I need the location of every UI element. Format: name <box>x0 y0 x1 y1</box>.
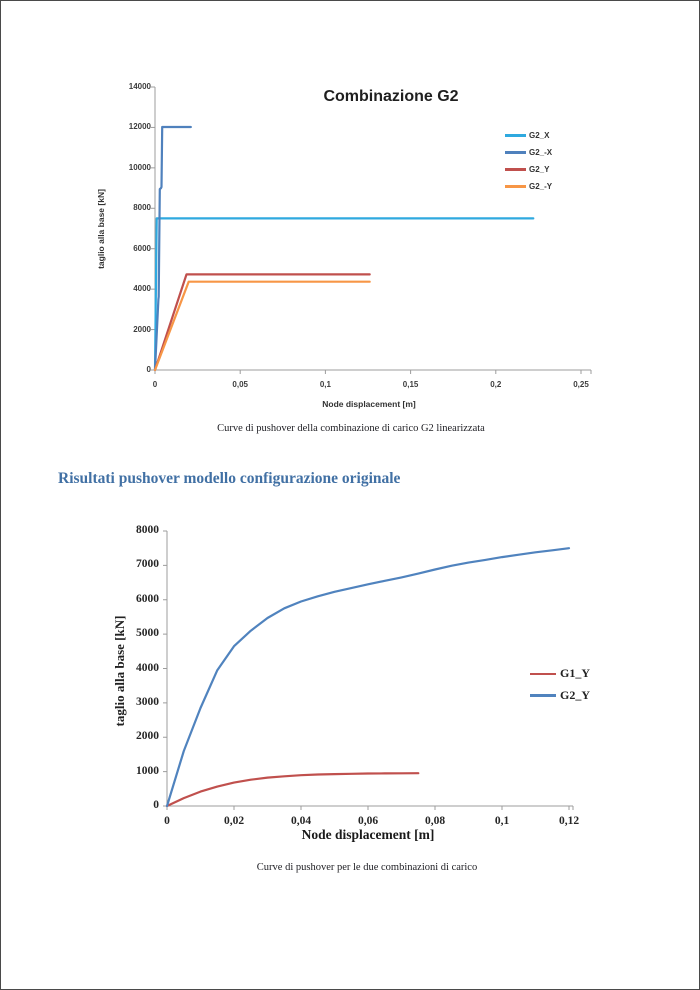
chart-combinazione-g2 <box>1 1 699 989</box>
legend-item-G2_X <box>505 127 552 144</box>
y-tick-label: 4000 <box>136 661 159 674</box>
y-tick-label: 1000 <box>136 764 159 777</box>
x-tick-label: 0,12 <box>558 815 580 827</box>
legend-label: G2_X <box>529 131 550 140</box>
series-G2_Y <box>155 274 370 370</box>
legend-label: G2_-Y <box>529 182 553 191</box>
y-tick-label: 12000 <box>128 122 151 132</box>
legend-line-swatch <box>530 673 556 676</box>
y-tick-label: 4000 <box>133 284 151 294</box>
x-tick-label: 0,08 <box>424 815 446 827</box>
x-tick-label: 0,2 <box>490 380 502 389</box>
y-tick-label: 3000 <box>136 695 159 708</box>
legend-label: G2_Y <box>560 687 590 702</box>
legend-label: G1_Y <box>560 666 590 681</box>
series-G2_Y <box>167 548 569 806</box>
x-tick-label: 0,1 <box>319 380 331 389</box>
y-tick-label: 6000 <box>133 243 151 253</box>
y-tick-label: 6000 <box>136 592 159 605</box>
x-tick-label: 0 <box>152 380 158 389</box>
x-axis-title: Node displacement [m] <box>322 399 416 409</box>
bottom-chart-plot-area <box>1 1 700 990</box>
x-tick-label: 0,04 <box>290 815 312 827</box>
x-tick-label: 0,1 <box>494 815 510 827</box>
legend-line-swatch <box>505 134 526 137</box>
x-tick-label: 0,25 <box>573 380 589 389</box>
y-tick-label: 0 <box>153 799 159 811</box>
y-tick-label: 2000 <box>133 324 151 334</box>
y-tick-label: 10000 <box>128 162 151 172</box>
legend-label: G2_Y <box>529 165 550 174</box>
x-tick-label: 0,05 <box>232 380 248 389</box>
section-heading: Risultati pushover modello configurazione originale <box>58 470 401 487</box>
series-G1_Y <box>167 773 418 806</box>
y-tick-label: 14000 <box>128 82 151 91</box>
legend-line-swatch <box>530 694 556 697</box>
legend-line-swatch <box>505 185 526 188</box>
y-axis-title: taglio alla base [kN] <box>112 615 127 727</box>
y-tick-label: 0 <box>146 365 151 374</box>
figure-caption-top: Curve di pushover della combinazione di carico G2 linearizzata <box>217 423 485 434</box>
x-tick-label: 0,02 <box>223 815 245 827</box>
chart-title: Combinazione G2 <box>323 88 459 105</box>
legend-line-swatch <box>505 151 526 154</box>
legend-line-swatch <box>505 168 526 171</box>
x-tick-label: 0,06 <box>357 815 379 827</box>
y-tick-label: 2000 <box>136 730 159 743</box>
legend-item-G2_-Y <box>505 178 552 195</box>
series-G2_-X <box>155 127 191 370</box>
legend-item-G2_-X <box>505 144 552 161</box>
bottom-chart-legend <box>530 663 590 706</box>
chart-pushover-originale <box>1 1 699 989</box>
x-axis-title: Node displacement [m] <box>301 827 435 842</box>
top-chart-legend <box>505 127 552 195</box>
legend-item-G2_Y <box>505 161 552 178</box>
y-tick-label: 8000 <box>133 203 151 213</box>
legend-item-G2_Y <box>530 685 590 707</box>
y-axis-title: taglio alla base [kN] <box>96 189 106 269</box>
y-tick-label: 8000 <box>136 524 159 536</box>
legend-item-G1_Y <box>530 663 590 685</box>
legend-label: G2_-X <box>529 148 553 157</box>
x-tick-label: 0,15 <box>402 380 419 389</box>
series-G2_-Y <box>155 282 370 370</box>
y-tick-label: 5000 <box>136 627 159 640</box>
series-G2_X <box>155 218 533 370</box>
figure-caption-bottom: Curve di pushover per le due combinazioni di carico <box>256 862 478 873</box>
top-chart-plot-area <box>1 1 700 990</box>
x-tick-label: 0 <box>164 815 170 827</box>
y-tick-label: 7000 <box>136 558 159 571</box>
